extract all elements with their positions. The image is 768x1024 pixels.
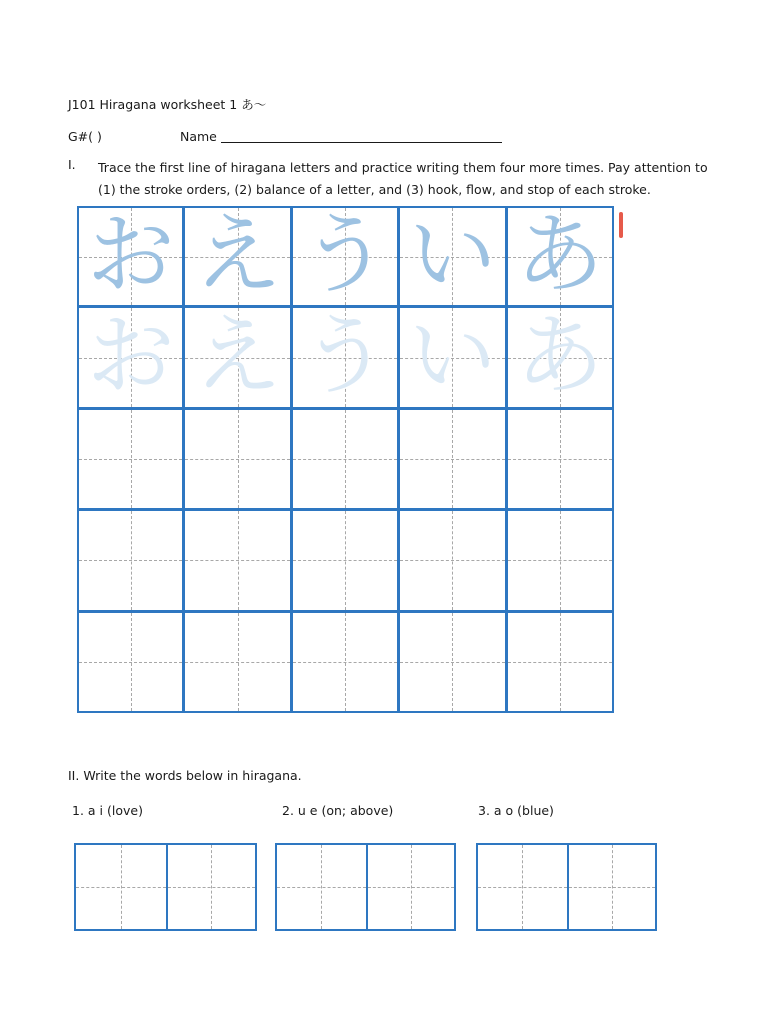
trace-cell[interactable] bbox=[77, 202, 184, 307]
word-3-label: 3. a o (blue) bbox=[478, 803, 554, 818]
group-number-label: G#( ) bbox=[68, 129, 102, 144]
practice-grid bbox=[77, 202, 614, 713]
practice-cell[interactable] bbox=[506, 611, 614, 713]
practice-cell[interactable] bbox=[183, 509, 291, 611]
section-1-instructions: Trace the first line of hiragana letters and practice writing them four more times. Pay attention to (1) the stroke orders, (2) balance of a letter, and (3) hook, flow, and stop of each stroke. bbox=[98, 160, 708, 197]
horizontal-guide bbox=[508, 560, 612, 561]
trace-cell[interactable] bbox=[77, 303, 184, 408]
trace-kana: え bbox=[193, 202, 282, 306]
trace-kana: あ bbox=[515, 303, 604, 407]
worksheet-title: J101 Hiragana worksheet 1 あ～ bbox=[68, 97, 267, 112]
horizontal-guide bbox=[400, 560, 504, 561]
horizontal-guide bbox=[185, 560, 289, 561]
horizontal-guide bbox=[400, 662, 504, 663]
word-2-label: 2. u e (on; above) bbox=[282, 803, 394, 818]
trace-kana: い bbox=[408, 202, 497, 306]
practice-cell[interactable] bbox=[291, 611, 399, 713]
horizontal-guide bbox=[79, 560, 182, 561]
practice-cell[interactable] bbox=[398, 408, 506, 510]
horizontal-guide bbox=[508, 459, 612, 460]
horizontal-guide bbox=[79, 459, 182, 460]
trace-cell[interactable] bbox=[506, 303, 614, 408]
practice-cell[interactable] bbox=[77, 408, 184, 510]
answer-cell[interactable] bbox=[277, 845, 366, 929]
answer-cell[interactable] bbox=[478, 845, 567, 929]
word-1-label: 1. a i (love) bbox=[72, 803, 143, 818]
trace-cell[interactable] bbox=[398, 303, 506, 408]
word-1-answer-box[interactable] bbox=[74, 843, 257, 931]
section-2-heading: II. Write the words below in hiragana. bbox=[68, 768, 302, 783]
trace-kana: お bbox=[86, 303, 175, 407]
name-field-line[interactable] bbox=[221, 142, 502, 143]
horizontal-guide bbox=[293, 662, 397, 663]
answer-cell[interactable] bbox=[76, 845, 166, 929]
practice-cell[interactable] bbox=[398, 611, 506, 713]
practice-cell[interactable] bbox=[506, 408, 614, 510]
trace-kana: う bbox=[300, 303, 389, 407]
word-3-answer-box[interactable] bbox=[476, 843, 657, 931]
trace-kana: い bbox=[408, 303, 497, 407]
practice-cell[interactable] bbox=[183, 408, 291, 510]
student-info-line bbox=[68, 129, 224, 144]
trace-kana: え bbox=[193, 303, 282, 407]
practice-cell[interactable] bbox=[506, 509, 614, 611]
answer-cell[interactable] bbox=[366, 845, 455, 929]
practice-cell[interactable] bbox=[291, 408, 399, 510]
horizontal-guide bbox=[185, 459, 289, 460]
horizontal-guide bbox=[185, 662, 289, 663]
answer-cell[interactable] bbox=[567, 845, 656, 929]
trace-cell[interactable] bbox=[398, 202, 506, 307]
horizontal-guide bbox=[293, 459, 397, 460]
red-margin-mark bbox=[619, 212, 623, 238]
trace-kana: お bbox=[86, 202, 175, 306]
practice-cell[interactable] bbox=[183, 611, 291, 713]
trace-cell[interactable] bbox=[183, 303, 291, 408]
practice-cell[interactable] bbox=[77, 611, 184, 713]
name-label: Name bbox=[179, 129, 217, 144]
section-1-number: I. bbox=[68, 157, 76, 172]
trace-kana: あ bbox=[515, 202, 604, 306]
answer-cell[interactable] bbox=[166, 845, 256, 929]
horizontal-guide bbox=[400, 459, 504, 460]
trace-cell[interactable] bbox=[183, 202, 291, 307]
practice-cell[interactable] bbox=[398, 509, 506, 611]
word-2-answer-box[interactable] bbox=[275, 843, 456, 931]
practice-cell[interactable] bbox=[291, 509, 399, 611]
trace-cell[interactable] bbox=[291, 202, 399, 307]
trace-cell[interactable] bbox=[506, 202, 614, 307]
trace-cell[interactable] bbox=[291, 303, 399, 408]
horizontal-guide bbox=[293, 560, 397, 561]
practice-cell[interactable] bbox=[77, 509, 184, 611]
trace-kana: う bbox=[300, 202, 389, 306]
horizontal-guide bbox=[508, 662, 612, 663]
horizontal-guide bbox=[79, 662, 182, 663]
